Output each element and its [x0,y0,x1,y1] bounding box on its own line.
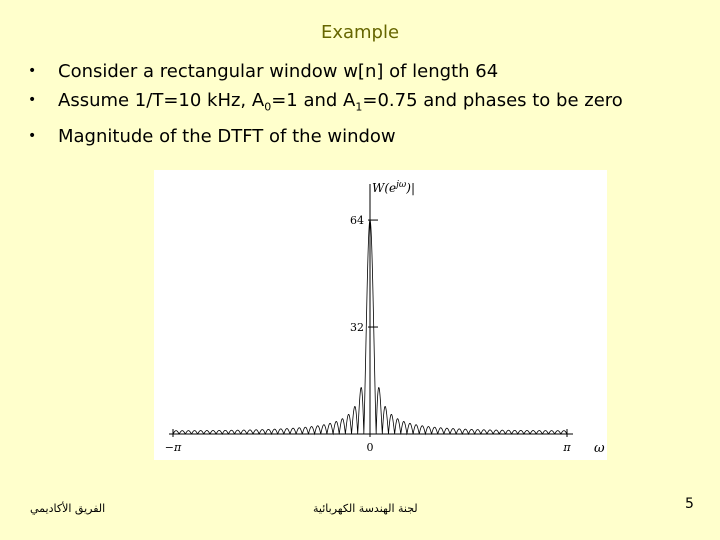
bullet-text: Magnitude of the DTFT of the window [58,125,396,147]
bullet-item [28,57,708,86]
bullet-text: =0.75 and phases to be zero [362,90,623,111]
x-tick-label: π [563,441,571,454]
subscript: 0 [264,100,272,114]
bullet-marker: • [28,63,37,79]
y-axis-label: $W(e^{j\omega})|$ [372,180,415,195]
dtft-plot [154,170,607,460]
y-tick-label: 32 [350,321,364,335]
subscript: 1 [355,100,363,114]
page-number: 5 [685,496,694,512]
bullet-text: Consider a rectangular window w[n] of length 64 [58,61,499,82]
bullet-item [28,86,708,122]
bullet-list [28,57,708,151]
footer-left-text: الفريق الأكاديمي [30,502,106,515]
x-tick-label: 0 [366,441,374,454]
x-tick-label: −π [164,441,182,454]
footer-center-text: لجنة الهندسة الكهربائية [313,502,418,515]
bullet-marker: • [28,127,37,144]
bullet-text: Assume 1/T=10 kHz, A [58,90,265,111]
slide-title: Example [320,22,400,43]
bullet-text: =1 and A [271,90,356,111]
bullet-marker: • [28,92,37,108]
bullet-item [28,122,708,151]
y-tick-label: 64 [350,214,364,228]
x-axis-label: ω [594,441,605,456]
dtft-magnitude-chart [154,170,607,460]
